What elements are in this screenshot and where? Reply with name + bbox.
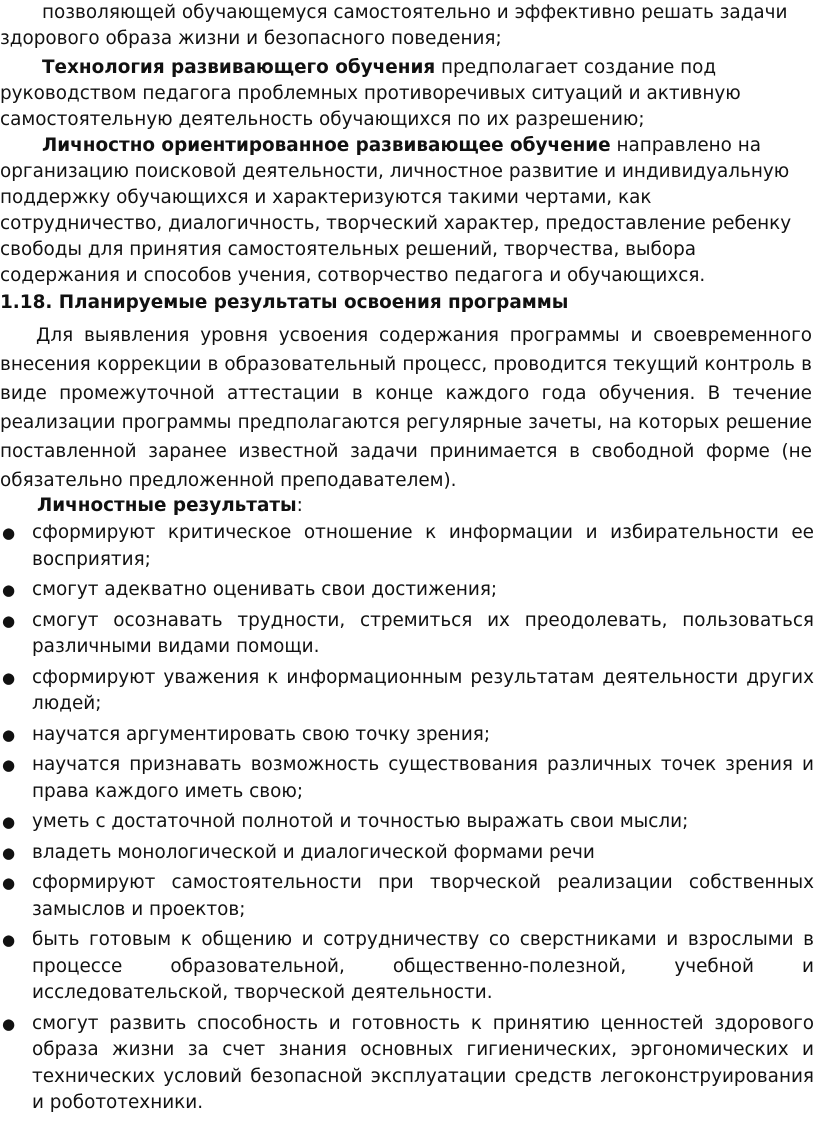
list-item-text: научатся аргументировать свою точку зрения; bbox=[32, 723, 491, 745]
heading-colon: : bbox=[296, 495, 303, 516]
personal-results-title: Личностные результаты bbox=[37, 495, 297, 516]
lor-text: направлено на организацию поисковой деятельности, личностное развитие и индивидуальную поддержку обучающихся и характеризуются такими чертами, как сотрудничество, диалогичность, творческий характер, предоставление ребенку свободы для принятия самостоятельных решений, творчества, выбора содержания и способов учения, сотворчество педагога и обучающихся. bbox=[0, 135, 792, 286]
lor-paragraph bbox=[0, 133, 812, 289]
list-item bbox=[0, 809, 814, 836]
bullet-icon: ● bbox=[2, 756, 16, 774]
list-item-text: быть готовым к общению и сотрудничеству со сверстниками и взрослыми в процессе образовательной, общественно-полезной, учебной и исследовательской, творческой деятельности. bbox=[32, 929, 814, 1003]
bullet-icon: ● bbox=[2, 1014, 16, 1033]
list-item-text: смогут осознавать трудности, стремиться их преодолевать, пользоваться различными видами помощи. bbox=[32, 609, 814, 657]
list-item bbox=[0, 840, 814, 867]
list-item bbox=[0, 520, 814, 573]
results-paragraph: Для выявления уровня усвоения содержания программы и своевременного внесения коррекции в образовательный процесс, проводится текущий контроль в виде промежуточной аттестации в конце каждого года обучения. В течение реализации программы предполагаются регулярные зачеты, на которых решение поставленной заранее известной задачи принимается в свободной форме (не обязательно предложенной преподавателем). bbox=[0, 325, 812, 491]
bullet-icon: ● bbox=[2, 524, 16, 542]
section-heading: 1.18. Планируемые результаты освоения программы bbox=[0, 292, 569, 313]
list-item-text: владеть монологической и диалогической формами речи bbox=[32, 841, 595, 863]
list-item-text: сформируют уважения к информационным результатам деятельности других людей; bbox=[32, 666, 814, 714]
bullet-icon: ● bbox=[2, 813, 16, 831]
intro-paragraph: позволяющей обучающемуся самостоятельно и эффективно решать задачи здорового образа жизни и безопасного поведения; bbox=[0, 2, 788, 49]
list-item bbox=[0, 608, 814, 661]
bullet-icon: ● bbox=[2, 874, 16, 892]
bullet-icon: ● bbox=[2, 843, 16, 862]
bullet-icon: ● bbox=[2, 611, 16, 630]
personal-results-list bbox=[0, 520, 814, 1121]
bullet-icon: ● bbox=[2, 931, 16, 949]
list-item bbox=[0, 665, 814, 718]
personal-results-heading bbox=[37, 493, 303, 519]
list-item bbox=[0, 722, 814, 749]
list-item bbox=[0, 1011, 814, 1117]
list-item bbox=[0, 927, 814, 1007]
list-item bbox=[0, 870, 814, 923]
tech-text: предполагает создание под руководством педагога проблемных противоречивых ситуаций и активную самостоятельную деятельность обучающихся по их разрешению; bbox=[0, 57, 741, 130]
tech-term: Технология развивающего обучения bbox=[42, 57, 436, 78]
list-item-text: научатся признавать возможность существования различных точек зрения и права каждого иметь свою; bbox=[32, 754, 814, 802]
list-item-text: уметь с достаточной полнотой и точностью выражать свои мысли; bbox=[32, 811, 689, 832]
bullet-icon: ● bbox=[2, 581, 16, 599]
list-item bbox=[0, 752, 814, 805]
list-item-text: сформируют критическое отношение к информации и избирательности ее восприятия; bbox=[32, 522, 814, 570]
tech-paragraph bbox=[0, 55, 812, 133]
list-item-text: смогут развить способность и готовность к принятию ценностей здорового образа жизни за счет знания основных гигиенических, эргономических и технических условий безопасной эксплуатации средств легоконструирования и робототехники. bbox=[32, 1012, 814, 1113]
bullet-icon: ● bbox=[2, 668, 16, 687]
list-item-text: сформируют самостоятельности при творческой реализации собственных замыслов и проектов; bbox=[32, 872, 814, 920]
list-item-text: смогут адекватно оценивать свои достижения; bbox=[32, 579, 498, 600]
lor-term: Личностно ориентированное развивающее обучение bbox=[42, 135, 611, 156]
bullet-icon: ● bbox=[2, 725, 16, 744]
list-item bbox=[0, 577, 814, 604]
